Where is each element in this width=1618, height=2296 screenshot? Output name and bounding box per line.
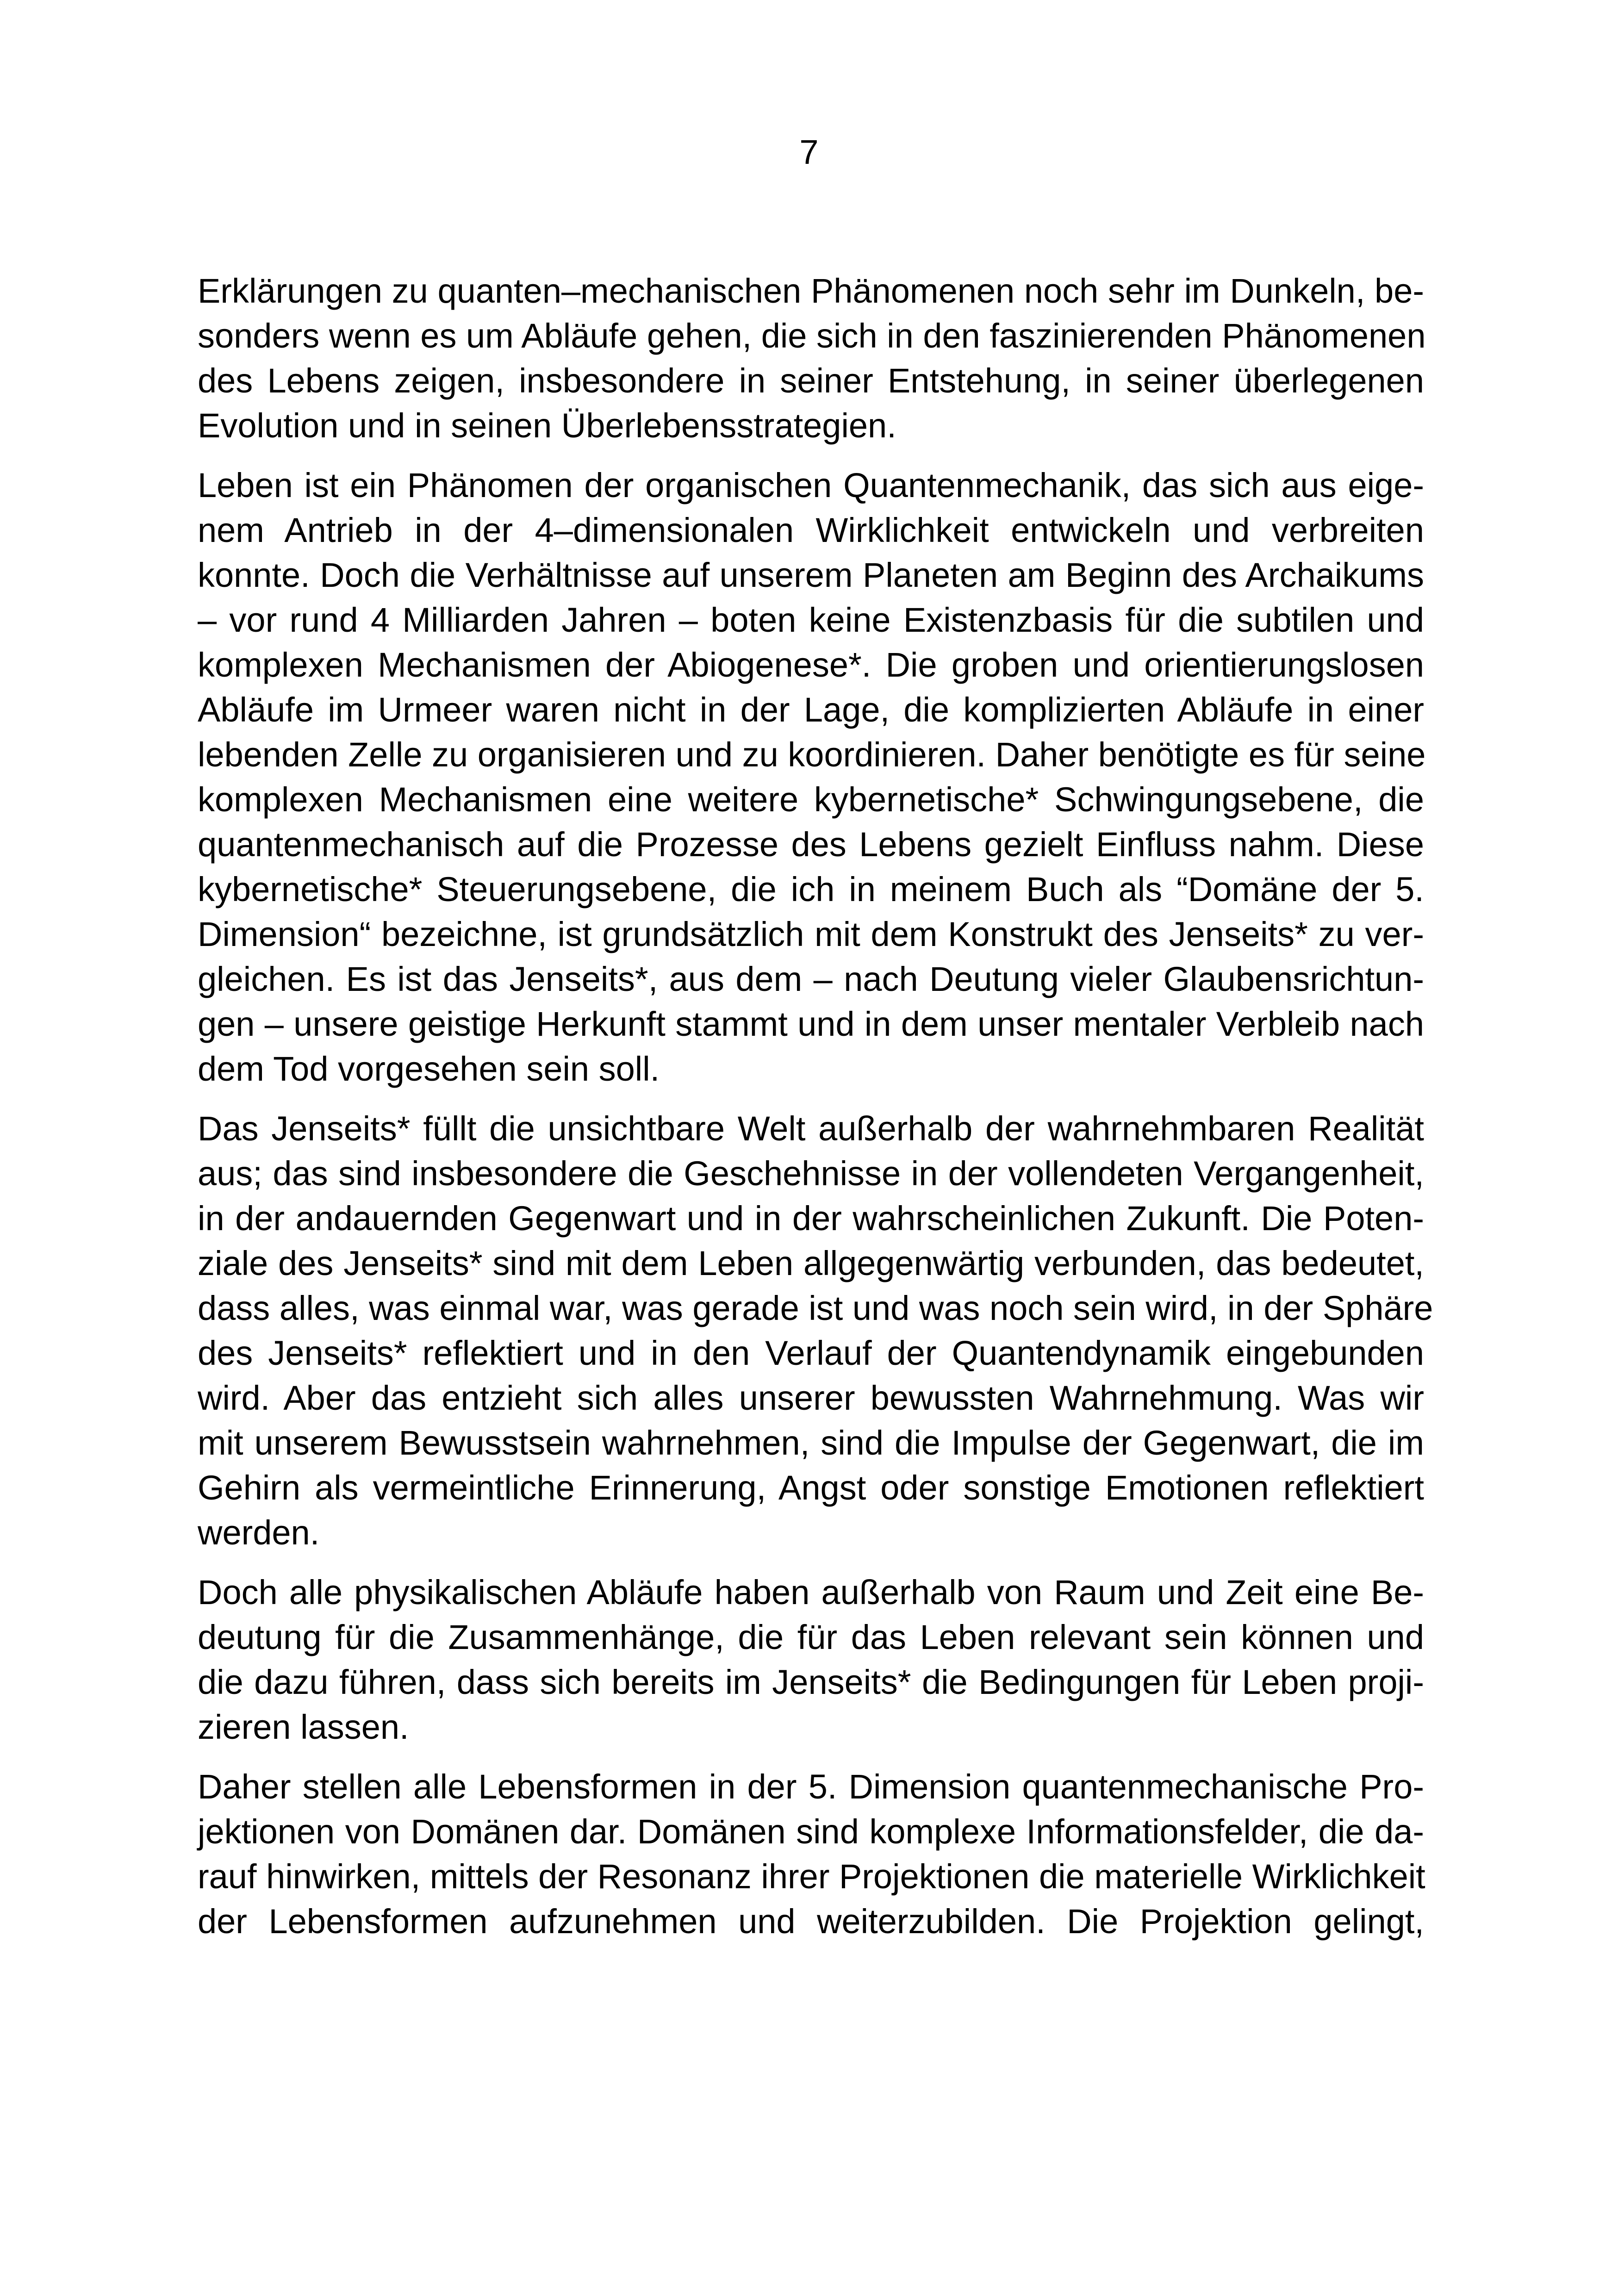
- text-line: – vor rund 4 Milliarden Jahren – boten keine Existenzbasis für die subtilen und: [198, 601, 1424, 639]
- text-line: deutung für die Zusammenhänge, die für das Leben relevant sein können und: [198, 1618, 1424, 1656]
- paragraph: [198, 268, 1424, 448]
- text-line: Das Jenseits* füllt die unsichtbare Welt außerhalb der wahrnehmbaren Realität: [198, 1109, 1424, 1148]
- text-line: des Lebens zeigen, insbesondere in seiner Entstehung, in seiner überlegenen: [198, 361, 1424, 400]
- text-line: kybernetische* Steuerungsebene, die ich in meinem Buch als “Domäne der 5.: [198, 870, 1424, 908]
- text-line: dass alles, was einmal war, was gerade ist und was noch sein wird, in der Sphäre: [198, 1289, 1433, 1327]
- text-line: Daher stellen alle Lebensformen in der 5. Dimension quantenmechanische Pro-: [198, 1767, 1424, 1806]
- text-line: des Jenseits* reflektiert und in den Verlauf der Quantendynamik eingebunden: [198, 1334, 1424, 1372]
- paragraph: [198, 1570, 1424, 1749]
- paragraph: [198, 463, 1424, 1091]
- text-line: gen – unsere geistige Herkunft stammt und in dem unser mentaler Verbleib nach: [198, 1005, 1424, 1043]
- text-line: Leben ist ein Phänomen der organischen Quantenmechanik, das sich aus eige-: [198, 466, 1424, 504]
- text-line: die dazu führen, dass sich bereits im Jenseits* die Bedingungen für Leben proji-: [198, 1663, 1424, 1701]
- text-line: gleichen. Es ist das Jenseits*, aus dem – nach Deutung vieler Glaubensrichtun-: [198, 960, 1424, 998]
- text-line: lebenden Zelle zu organisieren und zu koordinieren. Daher benötigte es für seine: [198, 735, 1426, 774]
- text-line: konnte. Doch die Verhältnisse auf unserem Planeten am Beginn des Archaikums: [198, 556, 1424, 594]
- text-line: Abläufe im Urmeer waren nicht in der Lage, die komplizierten Abläufe in einer: [198, 691, 1424, 729]
- text-line: Doch alle physikalischen Abläufe haben außerhalb von Raum und Zeit eine Be-: [198, 1573, 1424, 1612]
- text-line: komplexen Mechanismen eine weitere kybernetische* Schwingungsebene, die: [198, 780, 1424, 819]
- text-line: aus; das sind insbesondere die Geschehnisse in der vollendeten Vergangenheit,: [198, 1154, 1424, 1193]
- text-line: rauf hinwirken, mittels der Resonanz ihrer Projektionen die materielle Wirklichkeit: [198, 1857, 1425, 1896]
- paragraph: [198, 1764, 1424, 1944]
- text-line: der Lebensformen aufzunehmen und weiterzubilden. Die Projektion gelingt,: [198, 1902, 1424, 1941]
- text-line: ziale des Jenseits* sind mit dem Leben allgegenwärtig verbunden, das bedeutet,: [198, 1244, 1424, 1282]
- text-line: Erklärungen zu quanten–mechanischen Phänomenen noch sehr im Dunkeln, be-: [198, 272, 1424, 310]
- text-line: Dimension“ bezeichne, ist grundsätzlich mit dem Konstrukt des Jenseits* zu ver-: [198, 915, 1424, 953]
- text-line: Evolution und in seinen Überlebensstrategien.: [198, 406, 896, 445]
- text-line: jektionen von Domänen dar. Domänen sind komplexe Informationsfelder, die da-: [198, 1812, 1424, 1851]
- text-line: sonders wenn es um Abläufe gehen, die sich in den faszinierenden Phänomenen: [198, 317, 1426, 355]
- text-line: komplexen Mechanismen der Abiogenese*. Die groben und orientierungslosen: [198, 646, 1424, 684]
- text-line: Gehirn als vermeintliche Erinnerung, Angst oder sonstige Emotionen reflektiert: [198, 1468, 1424, 1507]
- page-number: 7: [799, 133, 819, 171]
- text-line: werden.: [198, 1513, 320, 1552]
- text-line: dem Tod vorgesehen sein soll.: [198, 1050, 660, 1088]
- body-text: [198, 268, 1433, 1944]
- text-line: zieren lassen.: [198, 1708, 409, 1746]
- text-line: wird. Aber das entzieht sich alles unserer bewussten Wahrnehmung. Was wir: [198, 1379, 1424, 1417]
- paragraph: [198, 1106, 1433, 1555]
- text-line: nem Antrieb in der 4–dimensionalen Wirklichkeit entwickeln und verbreiten: [198, 511, 1424, 549]
- text-line: in der andauernden Gegenwart und in der wahrscheinlichen Zukunft. Die Poten-: [198, 1199, 1424, 1238]
- text-line: quantenmechanisch auf die Prozesse des Lebens gezielt Einfluss nahm. Diese: [198, 825, 1424, 864]
- text-line: mit unserem Bewusstsein wahrnehmen, sind die Impulse der Gegenwart, die im: [198, 1424, 1424, 1462]
